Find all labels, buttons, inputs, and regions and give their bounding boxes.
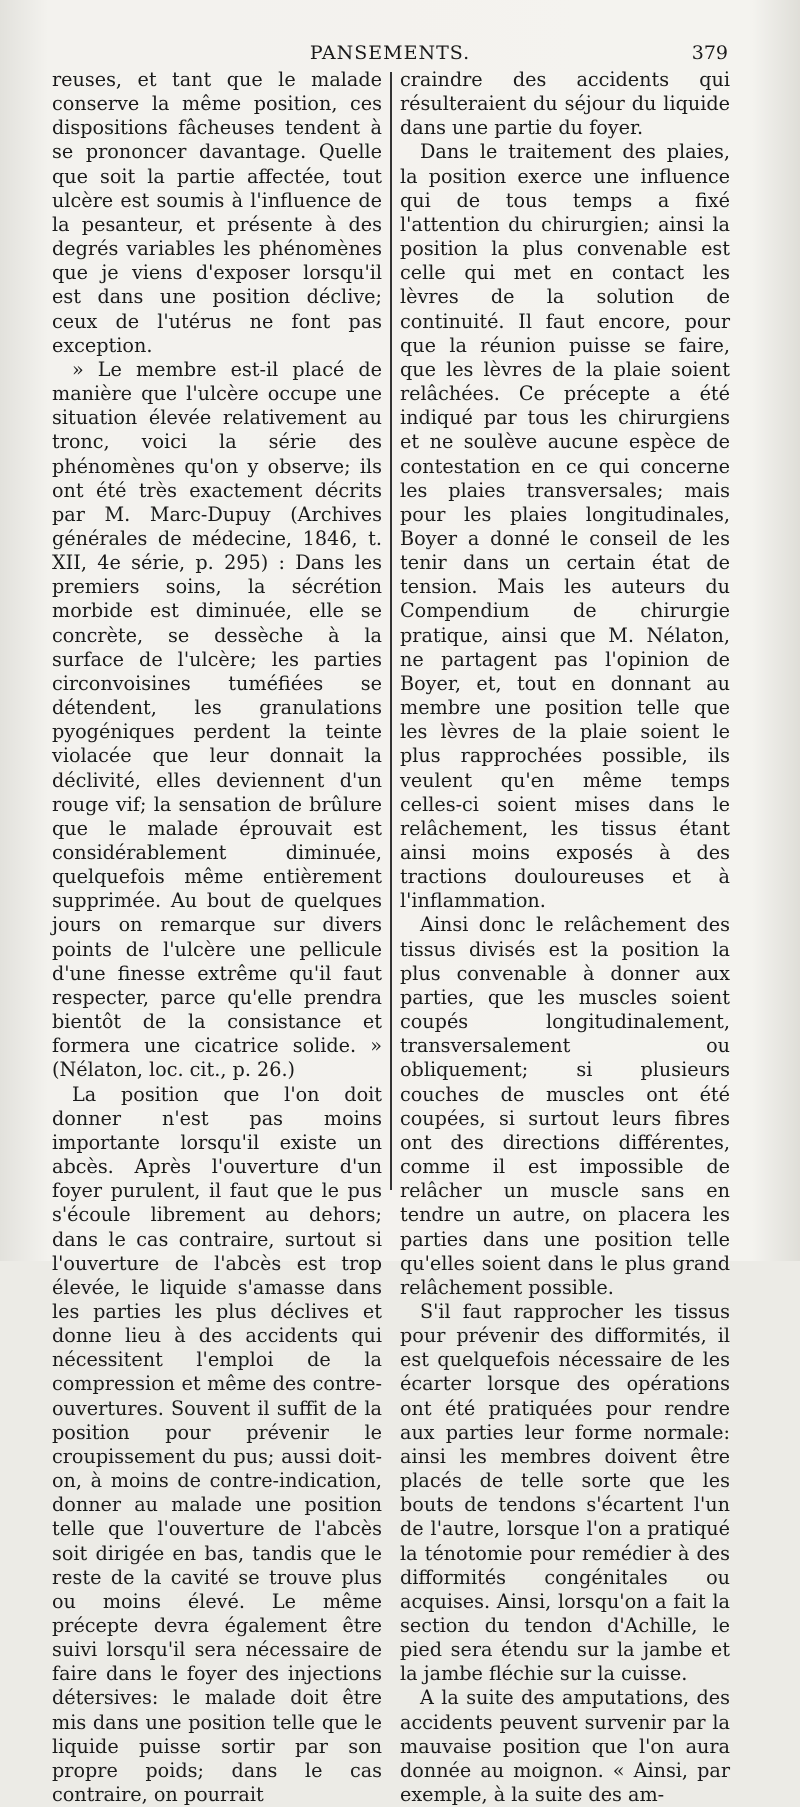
running-title: PANSEMENTS. — [309, 42, 471, 64]
right-column — [400, 68, 730, 1807]
paragraph: Ainsi donc le relâchement des tissus divisés est la position la plus convenable à donner aux parties, que les muscles soient coupés longitudinalement, transversalement ou obliquement; si plusieurs couches de muscles ont été coupées, si surtout leurs fibres ont des directions différentes, comme il est impossible de relâcher un muscle sans en tendre un autre, on placera les parties dans une position telle qu'elles soient dans le plus grand relâchement possible. — [400, 913, 730, 1299]
paragraph: craindre des accidents qui résulteraient du séjour du liquide dans une partie du foyer. — [400, 68, 730, 140]
paragraph: A la suite des amputations, des accidents peuvent survenir par la mauvaise position que l'on aura donnée au moignon. « Ainsi, par exemple, à la suite des am- — [400, 1686, 730, 1807]
paragraph: » Le membre est-il placé de manière que l'ulcère occupe une situation élevée relativement au tronc, voici la série des phénomènes qu'on y observe; ils ont été très exactement décrits par M. Marc-Dupuy (Archives générales de médecine, 1846, t. XII, 4e série, p. 295) : Dans les premiers soins, la sécrétion morbide est diminuée, elle se concrète, se dessèche à la surface de l'ulcère; les parties circonvoisines tuméfiées se détendent, les granulations pyogéniques perdent la teinte violacée que leur donnait la déclivité, elles deviennent d'un rouge vif; la sensation de brûlure que le malade éprouvait est considérablement diminuée, quelquefois même entièrement supprimée. Au bout de quelques jours on remarque sur divers points de l'ulcère une pellicule d'une finesse extrême qu'il faut respecter, parce qu'elle prendra bientôt de la consistance et formera une cicatrice solide. » (Nélaton, loc. cit., p. 26.) — [52, 357, 382, 1082]
paragraph: S'il faut rapprocher les tissus pour prévenir des difformités, il est quelquefois nécessaire de les écarter lorsque des opérations ont été pratiquées pour rendre aux parties leur forme normale: ainsi les membres doivent être placés de telle sorte que les bouts de tendons s'écartent l'un de l'autre, lorsque l'on a pratiqué la ténotomie pour remédier à des difformités congénitales ou acquises. Ainsi, lorsqu'on a fait la section du tendon d'Achille, le pied sera étendu sur la jambe et la jambe fléchie sur la cuisse. — [400, 1299, 730, 1686]
running-header — [52, 42, 728, 70]
left-column — [52, 68, 382, 1807]
page-number: 379 — [691, 42, 728, 64]
paragraph: Dans le traitement des plaies, la position exerce une influence qui de tous temps a fixé l'attention du chirurgien; ainsi la position la plus convenable est celle qui met en contact les lèvres de la solution de continuité. Il faut encore, pour que la réunion puisse se faire, que les lèvres de la plaie soient relâchées. Ce précepte a été indiqué par tous les chirurgiens et ne soulève aucune espèce de contestation en ce qui concerne les plaies transversales; mais pour les plaies longitudinales, Boyer a donné le conseil de les tenir dans un certain état de tension. Mais les auteurs du Compendium de chirurgie pratique, ainsi que M. Nélaton, ne partagent pas l'opinion de Boyer, et, tout en donnant au membre une position telle que les lèvres de la plaie soient le plus rapprochées possible, ils veulent qu'en même temps celles-ci soient mises dans le relâchement, les tissus étant ainsi moins exposés à des tractions douloureuses et à l'inflammation. — [400, 140, 730, 913]
column-divider — [390, 72, 392, 1190]
paragraph: reuses, et tant que le malade conserve la même position, ces dispositions fâcheuses tendent à se prononcer davantage. Quelle que soit la partie affectée, tout ulcère est soumis à l'influence de la pesanteur, et présente à des degrés variables les phénomènes que je viens d'exposer lorsqu'il est dans une position déclive; ceux de l'utérus ne font pas exception. — [52, 68, 382, 357]
paragraph: La position que l'on doit donner n'est pas moins importante lorsqu'il existe un abcès. Après l'ouverture d'un foyer purulent, il faut que le pus s'écoule librement au dehors; dans le cas contraire, surtout si l'ouverture de l'abcès est trop élevée, le liquide s'amasse dans les parties les plus déclives et donne lieu à des accidents qui nécessitent l'emploi de la compression et même des contre-ouvertures. Souvent il suffit de la position pour prévenir le croupissement du pus; aussi doit-on, à moins de contre-indication, donner au malade une position telle que l'ouverture de l'abcès soit dirigée en bas, tandis que le reste de la cavité se trouve plus ou moins élevé. Le même précepte devra également être suivi lorsqu'il sera nécessaire de faire dans le foyer des injections détersives: le malade doit être mis dans une position telle que le liquide puisse sortir par son propre poids; dans le cas contraire, on pourrait — [52, 1082, 382, 1807]
